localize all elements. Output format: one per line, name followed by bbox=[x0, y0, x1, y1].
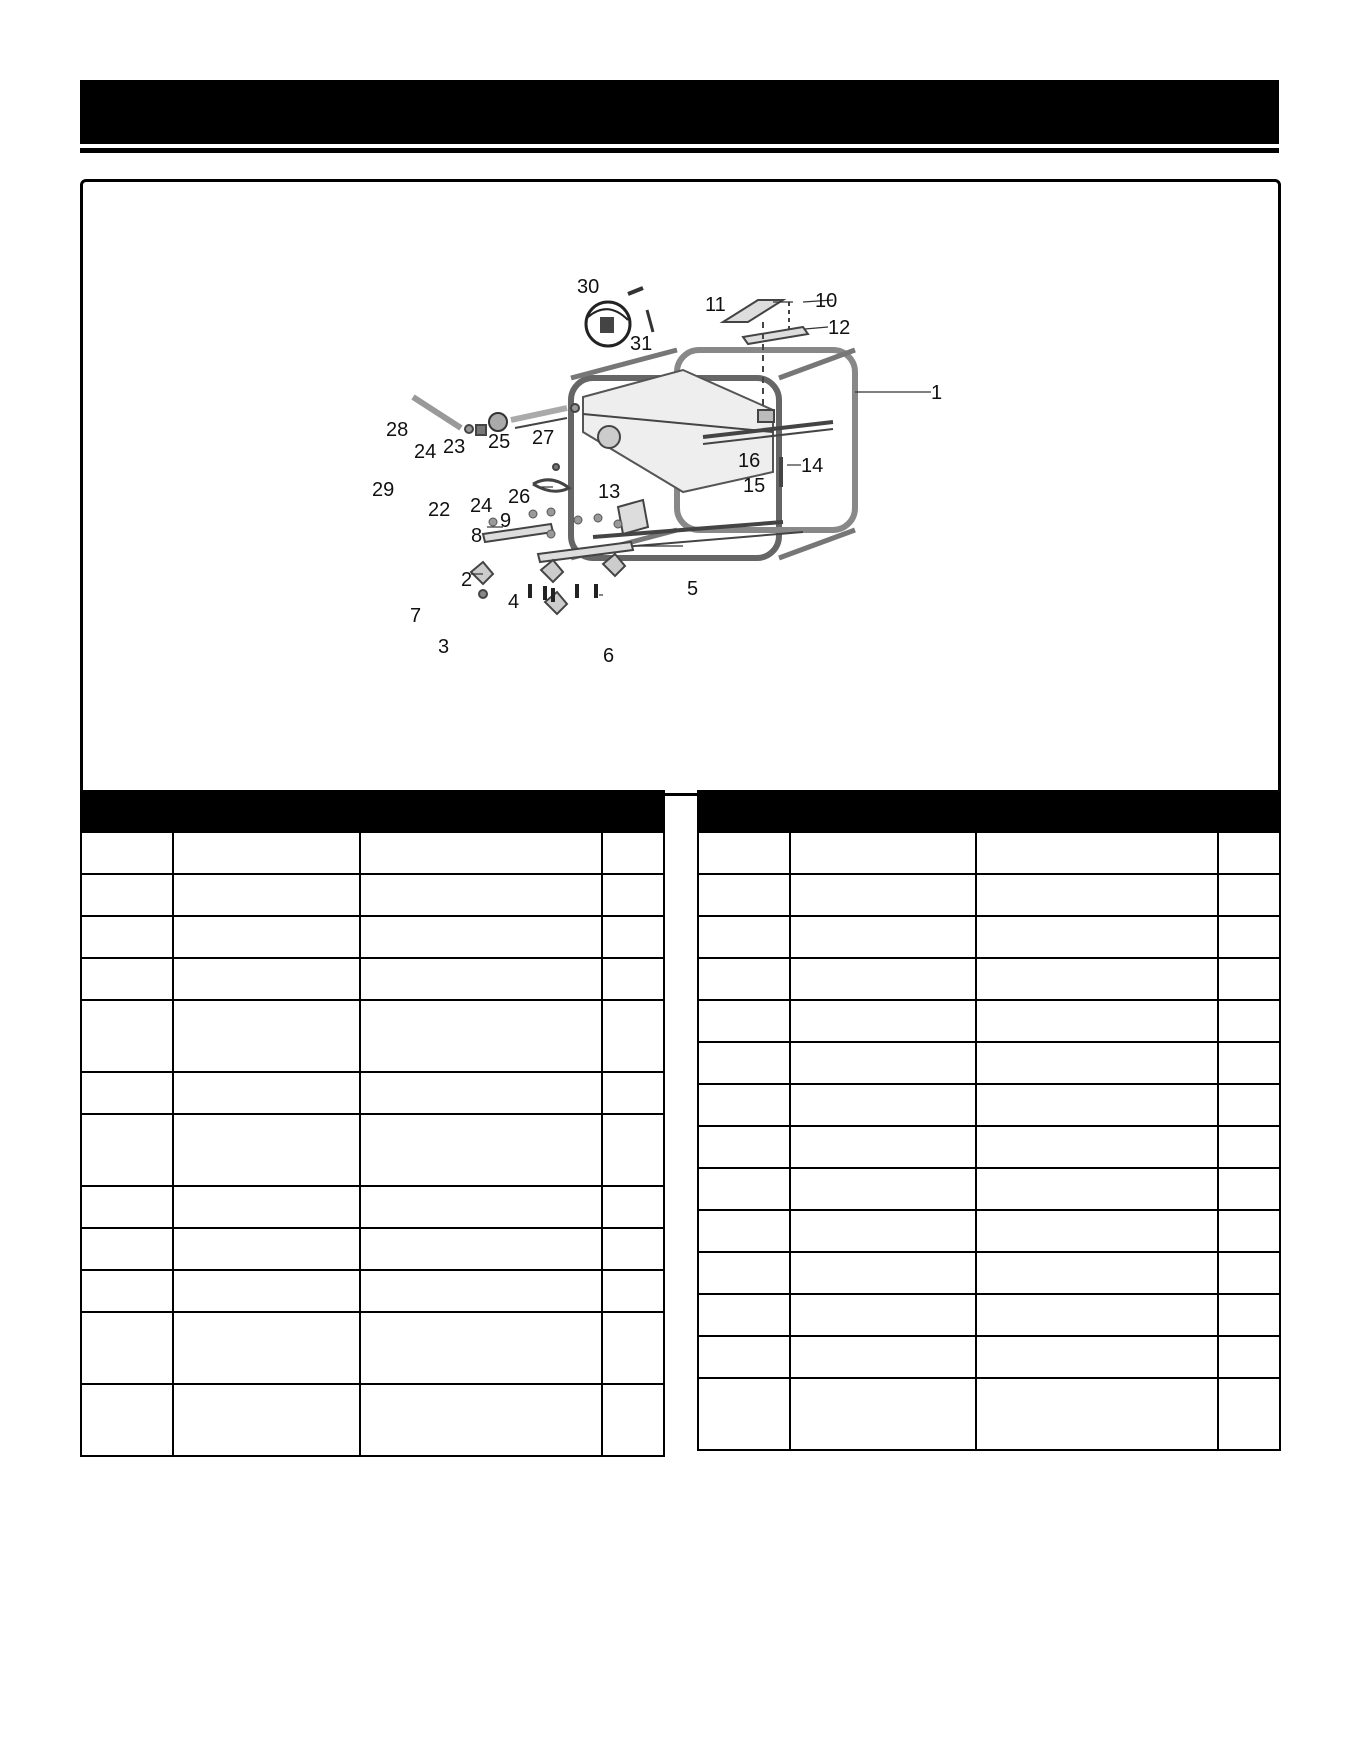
table-row bbox=[698, 1336, 1280, 1378]
table-row bbox=[698, 1252, 1280, 1294]
table-cell bbox=[602, 832, 664, 874]
table-cell bbox=[976, 1336, 1218, 1378]
table-cell bbox=[976, 1126, 1218, 1168]
table-cell bbox=[602, 1186, 664, 1228]
header-rule bbox=[80, 148, 1279, 153]
callout-1: 1 bbox=[931, 382, 943, 404]
table-cell bbox=[602, 874, 664, 916]
table-cell bbox=[602, 1228, 664, 1270]
table-cell bbox=[976, 1252, 1218, 1294]
table-cell bbox=[976, 832, 1218, 874]
table-row bbox=[698, 1168, 1280, 1210]
table-row bbox=[698, 916, 1280, 958]
table-row bbox=[81, 1384, 664, 1456]
table-cell bbox=[173, 1000, 360, 1072]
table-cell bbox=[1218, 1294, 1280, 1336]
exploded-parts-diagram bbox=[80, 179, 1281, 796]
table-cell bbox=[1218, 874, 1280, 916]
parts-table-right-header-cell bbox=[1218, 791, 1280, 832]
table-cell bbox=[602, 958, 664, 1000]
table-row bbox=[81, 1228, 664, 1270]
table-cell bbox=[1218, 1378, 1280, 1450]
table-row bbox=[81, 958, 664, 1000]
table-cell bbox=[602, 1384, 664, 1456]
callout-8: 8 bbox=[471, 525, 483, 547]
callout-24a: 24 bbox=[414, 441, 437, 463]
table-cell bbox=[81, 1072, 173, 1114]
table-cell bbox=[1218, 916, 1280, 958]
table-row bbox=[81, 1186, 664, 1228]
table-cell bbox=[1218, 832, 1280, 874]
table-cell bbox=[976, 874, 1218, 916]
table-cell bbox=[360, 1000, 602, 1072]
callout-2: 2 bbox=[461, 569, 473, 591]
table-cell bbox=[360, 916, 602, 958]
table-cell bbox=[976, 1294, 1218, 1336]
parts-table-left-header-cell bbox=[173, 791, 360, 832]
parts-table-right bbox=[697, 790, 1281, 1451]
table-cell bbox=[790, 1084, 976, 1126]
parts-table-left-header-row bbox=[81, 791, 664, 832]
header-bar bbox=[80, 80, 1279, 144]
table-row bbox=[81, 874, 664, 916]
table-row bbox=[698, 1294, 1280, 1336]
table-cell bbox=[790, 1210, 976, 1252]
table-cell bbox=[173, 1114, 360, 1186]
table-cell bbox=[81, 958, 173, 1000]
callout-30: 30 bbox=[577, 276, 600, 298]
table-cell bbox=[698, 1378, 790, 1450]
table-row bbox=[698, 1084, 1280, 1126]
table-cell bbox=[790, 916, 976, 958]
table-cell bbox=[173, 1228, 360, 1270]
parts-table-right-body bbox=[698, 791, 1280, 1450]
table-cell bbox=[173, 1186, 360, 1228]
table-row bbox=[81, 1114, 664, 1186]
table-cell bbox=[173, 874, 360, 916]
table-cell bbox=[790, 832, 976, 874]
table-cell bbox=[602, 1114, 664, 1186]
table-cell bbox=[360, 1114, 602, 1186]
callout-12: 12 bbox=[828, 317, 851, 339]
table-cell bbox=[790, 1168, 976, 1210]
table-cell bbox=[173, 1384, 360, 1456]
table-cell bbox=[976, 1168, 1218, 1210]
callout-7: 7 bbox=[410, 605, 422, 627]
callout-25: 25 bbox=[488, 431, 511, 453]
table-cell bbox=[173, 916, 360, 958]
callout-29: 29 bbox=[372, 479, 395, 501]
table-cell bbox=[698, 1042, 790, 1084]
table-cell bbox=[976, 1210, 1218, 1252]
table-cell bbox=[173, 832, 360, 874]
table-cell bbox=[1218, 958, 1280, 1000]
table-cell bbox=[81, 832, 173, 874]
table-cell bbox=[1218, 1000, 1280, 1042]
table-cell bbox=[360, 958, 602, 1000]
table-cell bbox=[698, 916, 790, 958]
callout-16: 16 bbox=[738, 450, 761, 472]
table-row bbox=[698, 1210, 1280, 1252]
table-cell bbox=[602, 1270, 664, 1312]
callout-3: 3 bbox=[438, 636, 450, 658]
table-cell bbox=[698, 1000, 790, 1042]
table-cell bbox=[790, 1252, 976, 1294]
callout-22: 22 bbox=[428, 499, 451, 521]
table-cell bbox=[360, 1384, 602, 1456]
table-cell bbox=[360, 1228, 602, 1270]
parts-table-left bbox=[80, 790, 665, 1457]
table-cell bbox=[976, 1378, 1218, 1450]
table-cell bbox=[81, 874, 173, 916]
table-cell bbox=[790, 1042, 976, 1084]
parts-table-right-header-cell bbox=[976, 791, 1218, 832]
callout-10: 10 bbox=[815, 290, 838, 312]
table-cell bbox=[81, 1114, 173, 1186]
parts-table-left-header-cell bbox=[360, 791, 602, 832]
table-row bbox=[698, 1378, 1280, 1450]
table-cell bbox=[81, 1312, 173, 1384]
table-cell bbox=[790, 1000, 976, 1042]
table-cell bbox=[1218, 1252, 1280, 1294]
table-row bbox=[698, 958, 1280, 1000]
callout-27: 27 bbox=[532, 427, 555, 449]
table-cell bbox=[698, 1210, 790, 1252]
table-row bbox=[698, 874, 1280, 916]
table-row bbox=[81, 1072, 664, 1114]
table-cell bbox=[81, 1000, 173, 1072]
table-cell bbox=[698, 1084, 790, 1126]
table-cell bbox=[698, 1126, 790, 1168]
table-cell bbox=[360, 832, 602, 874]
table-row bbox=[698, 832, 1280, 874]
table-cell bbox=[698, 1168, 790, 1210]
callout-6: 6 bbox=[603, 645, 615, 667]
callout-28: 28 bbox=[386, 419, 409, 441]
table-row bbox=[81, 1000, 664, 1072]
table-cell bbox=[698, 958, 790, 1000]
table-row bbox=[81, 1270, 664, 1312]
table-cell bbox=[790, 958, 976, 1000]
table-cell bbox=[1218, 1168, 1280, 1210]
callout-26: 26 bbox=[508, 486, 531, 508]
table-row bbox=[81, 1312, 664, 1384]
table-row bbox=[698, 1126, 1280, 1168]
table-cell bbox=[360, 1270, 602, 1312]
callout-15: 15 bbox=[743, 475, 766, 497]
table-cell bbox=[976, 916, 1218, 958]
table-cell bbox=[81, 1228, 173, 1270]
table-cell bbox=[173, 1270, 360, 1312]
table-cell bbox=[1218, 1210, 1280, 1252]
table-cell bbox=[602, 1072, 664, 1114]
callout-31: 31 bbox=[630, 333, 653, 355]
table-cell bbox=[698, 832, 790, 874]
table-cell bbox=[698, 1294, 790, 1336]
table-cell bbox=[698, 1336, 790, 1378]
table-cell bbox=[81, 1384, 173, 1456]
parts-table-left-header-cell bbox=[602, 791, 664, 832]
table-cell bbox=[976, 1000, 1218, 1042]
callout-4: 4 bbox=[508, 591, 520, 613]
table-cell bbox=[1218, 1084, 1280, 1126]
parts-table-left-body bbox=[81, 791, 664, 1456]
table-cell bbox=[81, 1186, 173, 1228]
table-row bbox=[81, 832, 664, 874]
table-cell bbox=[790, 1294, 976, 1336]
table-cell bbox=[360, 1312, 602, 1384]
table-cell bbox=[602, 1000, 664, 1072]
table-cell bbox=[173, 958, 360, 1000]
parts-table-right-header-row bbox=[698, 791, 1280, 832]
callout-9: 9 bbox=[500, 510, 512, 532]
table-cell bbox=[173, 1072, 360, 1114]
table-cell bbox=[698, 874, 790, 916]
table-cell bbox=[976, 1042, 1218, 1084]
table-row bbox=[698, 1000, 1280, 1042]
table-cell bbox=[790, 1378, 976, 1450]
table-cell bbox=[360, 1072, 602, 1114]
callout-11: 11 bbox=[705, 294, 726, 316]
table-cell bbox=[360, 1186, 602, 1228]
table-cell bbox=[602, 1312, 664, 1384]
table-cell bbox=[602, 916, 664, 958]
table-cell bbox=[173, 1312, 360, 1384]
frame-diagram-svg bbox=[83, 182, 1278, 793]
table-cell bbox=[81, 1270, 173, 1312]
callout-5: 5 bbox=[687, 578, 699, 600]
table-cell bbox=[81, 916, 173, 958]
table-cell bbox=[790, 1336, 976, 1378]
table-cell bbox=[1218, 1042, 1280, 1084]
table-cell bbox=[976, 958, 1218, 1000]
callout-13: 13 bbox=[598, 481, 621, 503]
table-cell bbox=[976, 1084, 1218, 1126]
parts-table-left-header-cell bbox=[81, 791, 173, 832]
callout-14: 14 bbox=[801, 455, 824, 477]
table-cell bbox=[360, 874, 602, 916]
table-cell bbox=[790, 1126, 976, 1168]
table-cell bbox=[790, 874, 976, 916]
callout-23: 23 bbox=[443, 436, 466, 458]
parts-table-right-header-cell bbox=[790, 791, 976, 832]
table-cell bbox=[1218, 1336, 1280, 1378]
table-cell bbox=[698, 1252, 790, 1294]
callout-24b: 24 bbox=[470, 495, 493, 517]
table-cell bbox=[1218, 1126, 1280, 1168]
parts-table-right-header-cell bbox=[698, 791, 790, 832]
table-row bbox=[81, 916, 664, 958]
table-row bbox=[698, 1042, 1280, 1084]
